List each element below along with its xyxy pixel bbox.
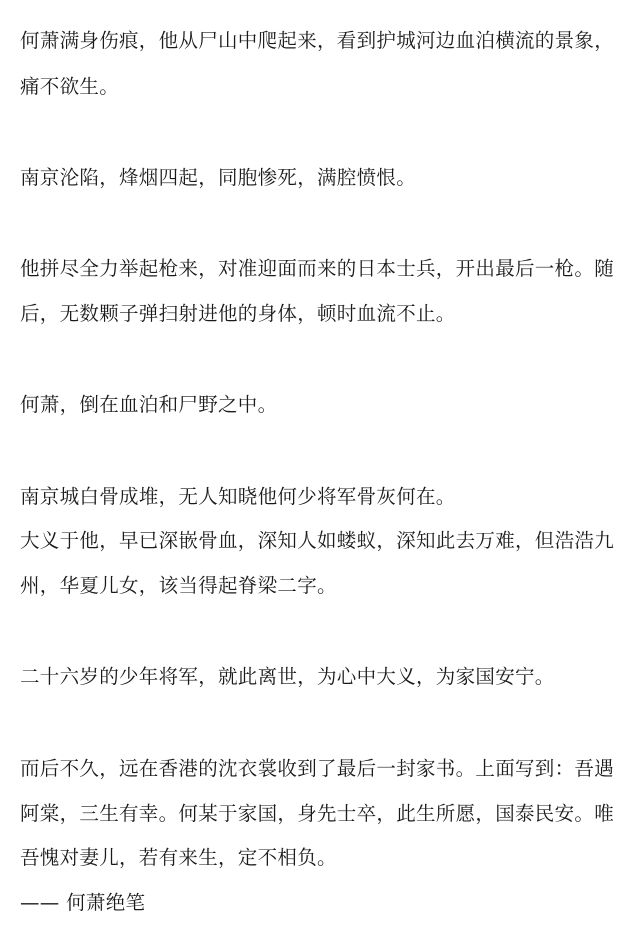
paragraph-5-line-2: 大义于他，早已深嵌骨血，深知人如蝼蚁，深知此去万难，但浩浩九 — [20, 529, 615, 552]
signature-line: —— 何萧绝笔 — [20, 891, 146, 914]
paragraph-7-line-3: 吾愧对妻儿，若有来生，定不相负。 — [20, 846, 337, 869]
paragraph-1-line-2: 痛不欲生。 — [20, 75, 120, 98]
paragraph-3-line-2: 后，无数颗子弹扫射进他的身体，顿时血流不止。 — [20, 302, 456, 325]
paragraph-2-line-1: 南京沦陷，烽烟四起，同胞惨死，满腔愤恨。 — [20, 166, 417, 189]
paragraph-1-line-1: 何萧满身伤痕，他从尸山中爬起来，看到护城河边血泊横流的景象， — [20, 29, 615, 52]
paragraph-5-line-1: 南京城白骨成堆，无人知晓他何少将军骨灰何在。 — [20, 485, 456, 508]
paragraph-3-line-1: 他拼尽全力举起枪来，对准迎面而来的日本士兵，开出最后一枪。随 — [20, 257, 615, 280]
paragraph-6-line-1: 二十六岁的少年将军，就此离世，为心中大义，为家国安宁。 — [20, 665, 555, 688]
paragraph-7-line-1: 而后不久，远在香港的沈衣裳收到了最后一封家书。上面写到：吾遇 — [20, 757, 615, 780]
paragraph-4-line-1: 何萧，倒在血泊和尸野之中。 — [20, 393, 278, 416]
paragraph-5-line-3: 州，华夏儿女，该当得起脊梁二字。 — [20, 574, 337, 597]
paragraph-7-line-2: 阿棠，三生有幸。何某于家国，身先士卒，此生所愿，国泰民安。唯 — [20, 802, 615, 825]
